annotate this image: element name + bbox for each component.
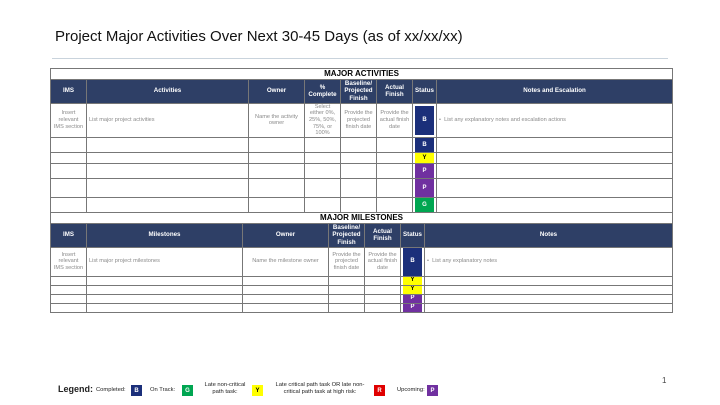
table-row <box>51 276 673 285</box>
status-legend <box>58 380 518 402</box>
ims-cell[interactable] <box>51 303 87 312</box>
table-row <box>51 153 673 164</box>
activity-cell[interactable]: List major project activities <box>87 103 249 138</box>
page-title: Project Major Activities Over Next 30-45 Days (as of xx/xx/xx) <box>55 28 463 45</box>
owner-cell[interactable]: Name the milestone owner <box>243 247 329 276</box>
col-header-status: Status <box>413 79 437 103</box>
status-cell[interactable] <box>401 276 425 285</box>
percent-complete-cell[interactable]: Select either 0%, 25%, 50%, 75%, or 100% <box>305 103 341 138</box>
col-header-ims: IMS <box>51 79 87 103</box>
col-header-milestones: Milestones <box>87 223 243 247</box>
col-header-actual-finish: Actual Finish <box>377 79 413 103</box>
percent-complete-cell[interactable] <box>305 179 341 198</box>
legend-completed-label: Completed: <box>96 387 126 393</box>
status-badge: B <box>403 248 422 276</box>
baseline-finish-cell[interactable] <box>341 153 377 164</box>
activity-cell[interactable] <box>87 164 249 179</box>
baseline-finish-cell[interactable] <box>341 138 377 153</box>
legend-upcoming-label: Upcoming: <box>397 387 425 393</box>
status-badge: P <box>403 304 422 312</box>
notes-cell[interactable] <box>425 294 673 303</box>
status-cell[interactable] <box>413 164 437 179</box>
ims-cell[interactable] <box>51 179 87 198</box>
milestone-cell[interactable]: List major project milestones <box>87 247 243 276</box>
bullet-icon: • <box>427 258 429 265</box>
owner-cell[interactable] <box>243 294 329 303</box>
table-row <box>51 285 673 294</box>
status-badge: P <box>415 179 434 197</box>
baseline-finish-cell[interactable] <box>341 164 377 179</box>
col-header-owner: Owner <box>249 79 305 103</box>
percent-complete-cell[interactable] <box>305 198 341 213</box>
percent-complete-cell[interactable] <box>305 138 341 153</box>
actual-finish-cell[interactable] <box>365 294 401 303</box>
notes-cell[interactable] <box>437 179 673 198</box>
notes-cell[interactable] <box>425 276 673 285</box>
actual-finish-cell[interactable] <box>377 138 413 153</box>
milestone-cell[interactable] <box>87 294 243 303</box>
baseline-finish-cell[interactable] <box>341 198 377 213</box>
status-badge: Y <box>403 277 422 285</box>
legend-late-critical-label: Late critical path task OR late non-critical path task at high risk: <box>275 382 365 396</box>
table-row <box>51 138 673 153</box>
ims-cell[interactable] <box>51 276 87 285</box>
table-row <box>51 103 673 138</box>
milestones-section-title: MAJOR MILESTONES <box>51 213 673 224</box>
title-divider <box>52 58 668 59</box>
status-cell[interactable] <box>413 198 437 213</box>
ims-cell[interactable] <box>51 164 87 179</box>
baseline-finish-cell[interactable] <box>341 179 377 198</box>
col-header-actual-finish: Actual Finish <box>365 223 401 247</box>
activity-cell[interactable] <box>87 153 249 164</box>
legend-completed-swatch: B <box>131 385 142 396</box>
col-header-notes: Notes <box>425 223 673 247</box>
ims-cell[interactable] <box>51 138 87 153</box>
actual-finish-cell[interactable] <box>377 153 413 164</box>
ims-cell[interactable]: Insert relevant IMS section <box>51 103 87 138</box>
col-header-status: Status <box>401 223 425 247</box>
col-header-baseline-finish: Baseline/ Projected Finish <box>341 79 377 103</box>
actual-finish-cell[interactable] <box>377 164 413 179</box>
baseline-finish-cell[interactable]: Provide the projected finish date <box>341 103 377 138</box>
status-cell[interactable] <box>413 153 437 164</box>
baseline-finish-cell[interactable] <box>329 285 365 294</box>
owner-cell[interactable] <box>249 164 305 179</box>
major-activities-table <box>50 68 673 213</box>
major-milestones-table <box>50 212 673 313</box>
legend-title: Legend: <box>58 384 93 394</box>
baseline-finish-cell[interactable] <box>329 294 365 303</box>
milestone-cell[interactable] <box>87 303 243 312</box>
owner-cell[interactable] <box>243 285 329 294</box>
actual-finish-cell[interactable] <box>377 179 413 198</box>
actual-finish-cell[interactable]: Provide the actual finish date <box>377 103 413 138</box>
bullet-icon: • <box>439 117 441 123</box>
notes-cell[interactable] <box>425 247 673 276</box>
col-header-notes: Notes and Escalation <box>437 79 673 103</box>
page-number: 1 <box>662 376 667 385</box>
owner-cell[interactable] <box>243 276 329 285</box>
notes-text: List any explanatory notes <box>432 258 498 265</box>
col-header-owner: Owner <box>243 223 329 247</box>
col-header-activities: Activities <box>87 79 249 103</box>
actual-finish-cell[interactable] <box>365 285 401 294</box>
actual-finish-cell[interactable]: Provide the actual finish date <box>365 247 401 276</box>
table-row <box>51 198 673 213</box>
owner-cell[interactable] <box>249 179 305 198</box>
activity-cell[interactable] <box>87 179 249 198</box>
activities-section-title: MAJOR ACTIVITIES <box>51 69 673 80</box>
ims-cell[interactable] <box>51 294 87 303</box>
legend-late-noncritical-swatch: Y <box>252 385 263 396</box>
notes-cell[interactable] <box>437 164 673 179</box>
percent-complete-cell[interactable] <box>305 153 341 164</box>
notes-cell[interactable] <box>437 198 673 213</box>
activity-cell[interactable] <box>87 138 249 153</box>
legend-late-noncritical-label: Late non-critical path task: <box>204 382 246 396</box>
col-header-baseline-finish: Baseline/ Projected Finish <box>329 223 365 247</box>
ims-cell[interactable] <box>51 285 87 294</box>
owner-cell[interactable] <box>243 303 329 312</box>
activity-cell[interactable] <box>87 198 249 213</box>
table-row <box>51 179 673 198</box>
owner-cell[interactable] <box>249 153 305 164</box>
status-cell[interactable] <box>413 103 437 138</box>
notes-cell[interactable] <box>425 303 673 312</box>
col-header-ims: IMS <box>51 223 87 247</box>
status-badge: B <box>415 138 434 152</box>
baseline-finish-cell[interactable]: Provide the projected finish date <box>329 247 365 276</box>
percent-complete-cell[interactable] <box>305 164 341 179</box>
legend-on-track-label: On Track: <box>150 387 176 393</box>
notes-cell[interactable] <box>425 285 673 294</box>
status-cell[interactable] <box>401 247 425 276</box>
col-header-percent-complete: % Complete <box>305 79 341 103</box>
notes-cell[interactable] <box>437 103 673 138</box>
status-cell[interactable] <box>401 294 425 303</box>
actual-finish-cell[interactable] <box>365 303 401 312</box>
status-cell[interactable] <box>413 179 437 198</box>
actual-finish-cell[interactable] <box>377 198 413 213</box>
owner-cell[interactable] <box>249 138 305 153</box>
table-row <box>51 247 673 276</box>
owner-cell[interactable]: Name the activity owner <box>249 103 305 138</box>
baseline-finish-cell[interactable] <box>329 303 365 312</box>
notes-cell[interactable] <box>437 138 673 153</box>
table-row <box>51 303 673 312</box>
status-cell[interactable] <box>401 303 425 312</box>
status-badge: G <box>415 198 434 212</box>
actual-finish-cell[interactable] <box>365 276 401 285</box>
ims-cell[interactable] <box>51 153 87 164</box>
status-badge: P <box>403 295 422 303</box>
milestone-cell[interactable] <box>87 276 243 285</box>
status-badge: Y <box>415 153 434 163</box>
status-badge: Y <box>403 286 422 294</box>
status-cell[interactable] <box>413 138 437 153</box>
milestone-cell[interactable] <box>87 285 243 294</box>
status-badge: P <box>415 164 434 178</box>
legend-upcoming-swatch: P <box>427 385 438 396</box>
legend-late-critical-swatch: R <box>374 385 385 396</box>
notes-cell[interactable] <box>437 153 673 164</box>
status-cell[interactable] <box>401 285 425 294</box>
ims-cell[interactable] <box>51 198 87 213</box>
baseline-finish-cell[interactable] <box>329 276 365 285</box>
ims-cell[interactable]: Insert relevant IMS section <box>51 247 87 276</box>
notes-text: List any explanatory notes and escalation actions <box>444 117 566 123</box>
legend-on-track-swatch: G <box>182 385 193 396</box>
owner-cell[interactable] <box>249 198 305 213</box>
table-row <box>51 294 673 303</box>
status-badge: B <box>415 106 434 135</box>
table-row <box>51 164 673 179</box>
